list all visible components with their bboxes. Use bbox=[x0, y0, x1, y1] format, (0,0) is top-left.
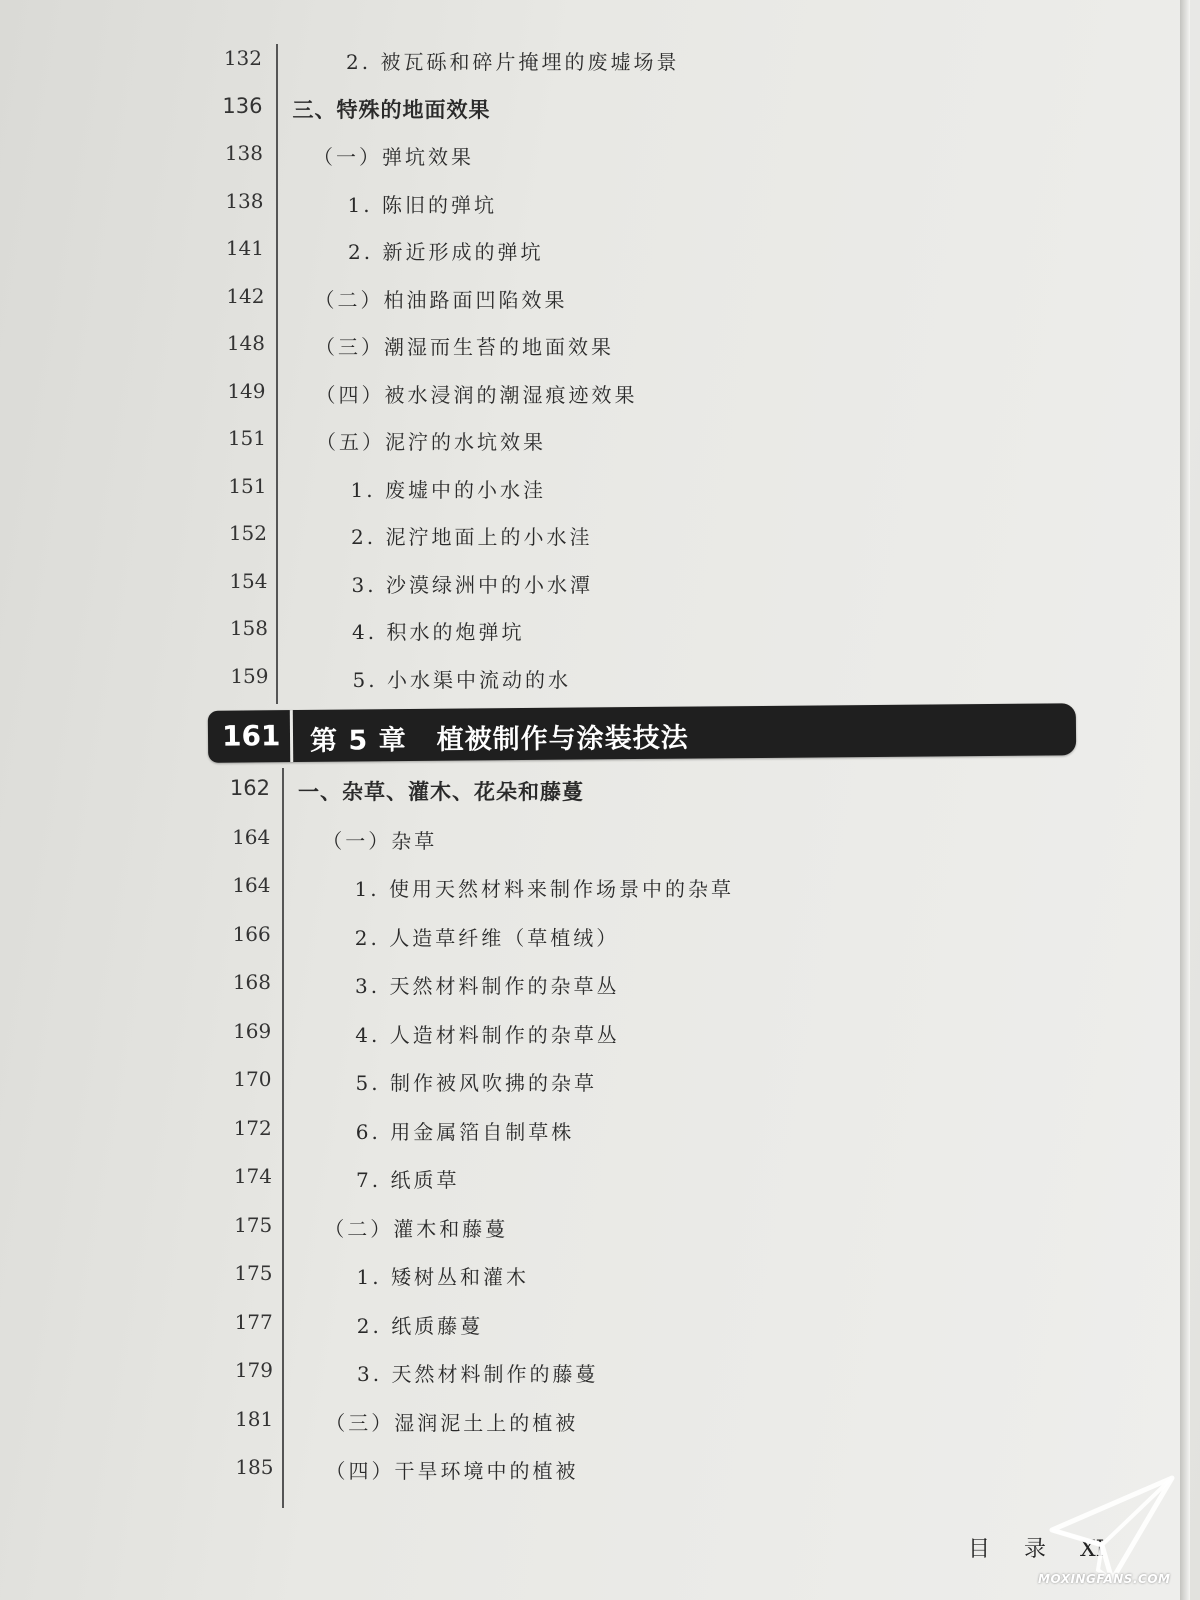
toc-page-number: 181 bbox=[235, 1406, 274, 1431]
chapter-separator bbox=[290, 710, 293, 762]
toc-entry-title: 2. 泥泞地面上的小水洼 bbox=[351, 525, 593, 549]
toc-entry-title: 3. 天然材料制作的藤蔓 bbox=[357, 1362, 599, 1386]
toc-entry-title: （三）湿润泥土上的植被 bbox=[325, 1410, 579, 1435]
toc-page-number: 174 bbox=[233, 1164, 272, 1188]
toc-page-number: 179 bbox=[234, 1358, 273, 1382]
toc-entry-title: 3. 沙漠绿洲中的小水潭 bbox=[351, 572, 593, 597]
footer-label: 目录 bbox=[968, 1537, 1081, 1562]
toc-divider-top bbox=[276, 44, 278, 704]
toc-page-number: 164 bbox=[232, 824, 271, 849]
toc-entry-title: （五）泥泞的水坑效果 bbox=[316, 430, 546, 454]
page-edge bbox=[1180, 0, 1190, 1600]
toc-entry-title: 2. 新近形成的弹坑 bbox=[348, 240, 544, 264]
toc-page-number: 175 bbox=[234, 1261, 273, 1285]
toc-divider-bottom bbox=[282, 768, 284, 1508]
toc-page-number: 138 bbox=[224, 141, 263, 165]
toc-entry-title: （四）被水浸润的潮湿痕迹效果 bbox=[315, 382, 638, 407]
watermark-text: MOXINGFANS.COM bbox=[1038, 1572, 1171, 1586]
toc-page-number: 170 bbox=[233, 1067, 272, 1091]
toc-entry-title: 5. 制作被风吹拂的杂草 bbox=[355, 1071, 597, 1095]
toc-page-number: 136 bbox=[222, 93, 263, 118]
toc-page-number: 148 bbox=[226, 331, 265, 355]
toc-entry-title: 1. 使用天然材料来制作场景中的杂草 bbox=[354, 877, 734, 901]
footer-page-roman: XI bbox=[1080, 1537, 1105, 1562]
toc-page-number: 164 bbox=[232, 873, 271, 897]
toc-entry-title: （一）弹坑效果 bbox=[313, 145, 474, 169]
toc-page-number: 159 bbox=[230, 663, 269, 688]
toc-entry-title: 1. 矮树丛和灌木 bbox=[356, 1265, 529, 1289]
toc-entry-title: 一、杂草、灌木、花朵和藤蔓 bbox=[298, 780, 584, 804]
toc-page-number: 172 bbox=[233, 1115, 272, 1140]
toc-entry-title: 6. 用金属箔自制草株 bbox=[355, 1119, 575, 1144]
chapter-number: 第 5 章 bbox=[309, 725, 407, 757]
toc-page-number: 151 bbox=[228, 473, 267, 498]
toc-entry-title: 4. 人造材料制作的杂草丛 bbox=[355, 1022, 620, 1047]
chapter-heading-bar bbox=[208, 703, 1076, 763]
toc-page-number: 162 bbox=[229, 776, 270, 800]
toc-entry-title: （一）杂草 bbox=[322, 828, 438, 853]
toc-entry-title: 2. 纸质藤蔓 bbox=[356, 1313, 484, 1338]
toc-entry-title: 三、特殊的地面效果 bbox=[292, 97, 491, 122]
toc-entry-title: （二）灌木和藤蔓 bbox=[324, 1216, 509, 1241]
toc-page-number: 152 bbox=[228, 521, 267, 545]
toc-page-number: 175 bbox=[234, 1212, 273, 1237]
toc-entry-title: 7. 纸质草 bbox=[356, 1168, 460, 1192]
toc-page-number: 158 bbox=[229, 616, 268, 640]
toc-entry-title: （二）柏油路面凹陷效果 bbox=[314, 287, 568, 312]
toc-page-number: 185 bbox=[235, 1455, 274, 1479]
toc-entry-title: 3. 天然材料制作的杂草丛 bbox=[355, 974, 620, 998]
toc-page-number: 141 bbox=[225, 236, 264, 260]
toc-entry-title: （四）干旱环境中的植被 bbox=[325, 1459, 579, 1483]
chapter-page-number: 161 bbox=[221, 719, 281, 753]
toc-page-number: 142 bbox=[226, 283, 265, 308]
toc-page-number: 138 bbox=[225, 188, 264, 213]
toc-entry-title: 5. 小水渠中流动的水 bbox=[352, 667, 571, 692]
toc-page-number: 151 bbox=[227, 426, 266, 450]
toc-page-number: 169 bbox=[233, 1018, 272, 1043]
chapter-title bbox=[310, 716, 689, 758]
toc-entry-title: 4. 积水的炮弹坑 bbox=[352, 620, 525, 644]
toc-page-number: 154 bbox=[229, 568, 268, 593]
toc-entry-title: 2. 人造草纤维（草植绒） bbox=[354, 925, 620, 950]
toc-page-number: 149 bbox=[227, 378, 266, 403]
toc-entry-title: （三）潮湿而生苔的地面效果 bbox=[315, 335, 614, 359]
toc-entry-title: 1. 废墟中的小水洼 bbox=[350, 477, 546, 502]
toc-page-number: 132 bbox=[223, 46, 262, 70]
toc-entry-title: 1. 陈旧的弹坑 bbox=[347, 192, 497, 217]
chapter-name: 植被制作与涂装技法 bbox=[436, 722, 689, 756]
toc-entry-title: 2. 被瓦砾和碎片掩埋的废墟场景 bbox=[346, 50, 680, 74]
toc-page-number: 166 bbox=[232, 921, 271, 946]
toc-page-number: 168 bbox=[232, 970, 271, 994]
toc-page-number: 177 bbox=[234, 1309, 273, 1334]
